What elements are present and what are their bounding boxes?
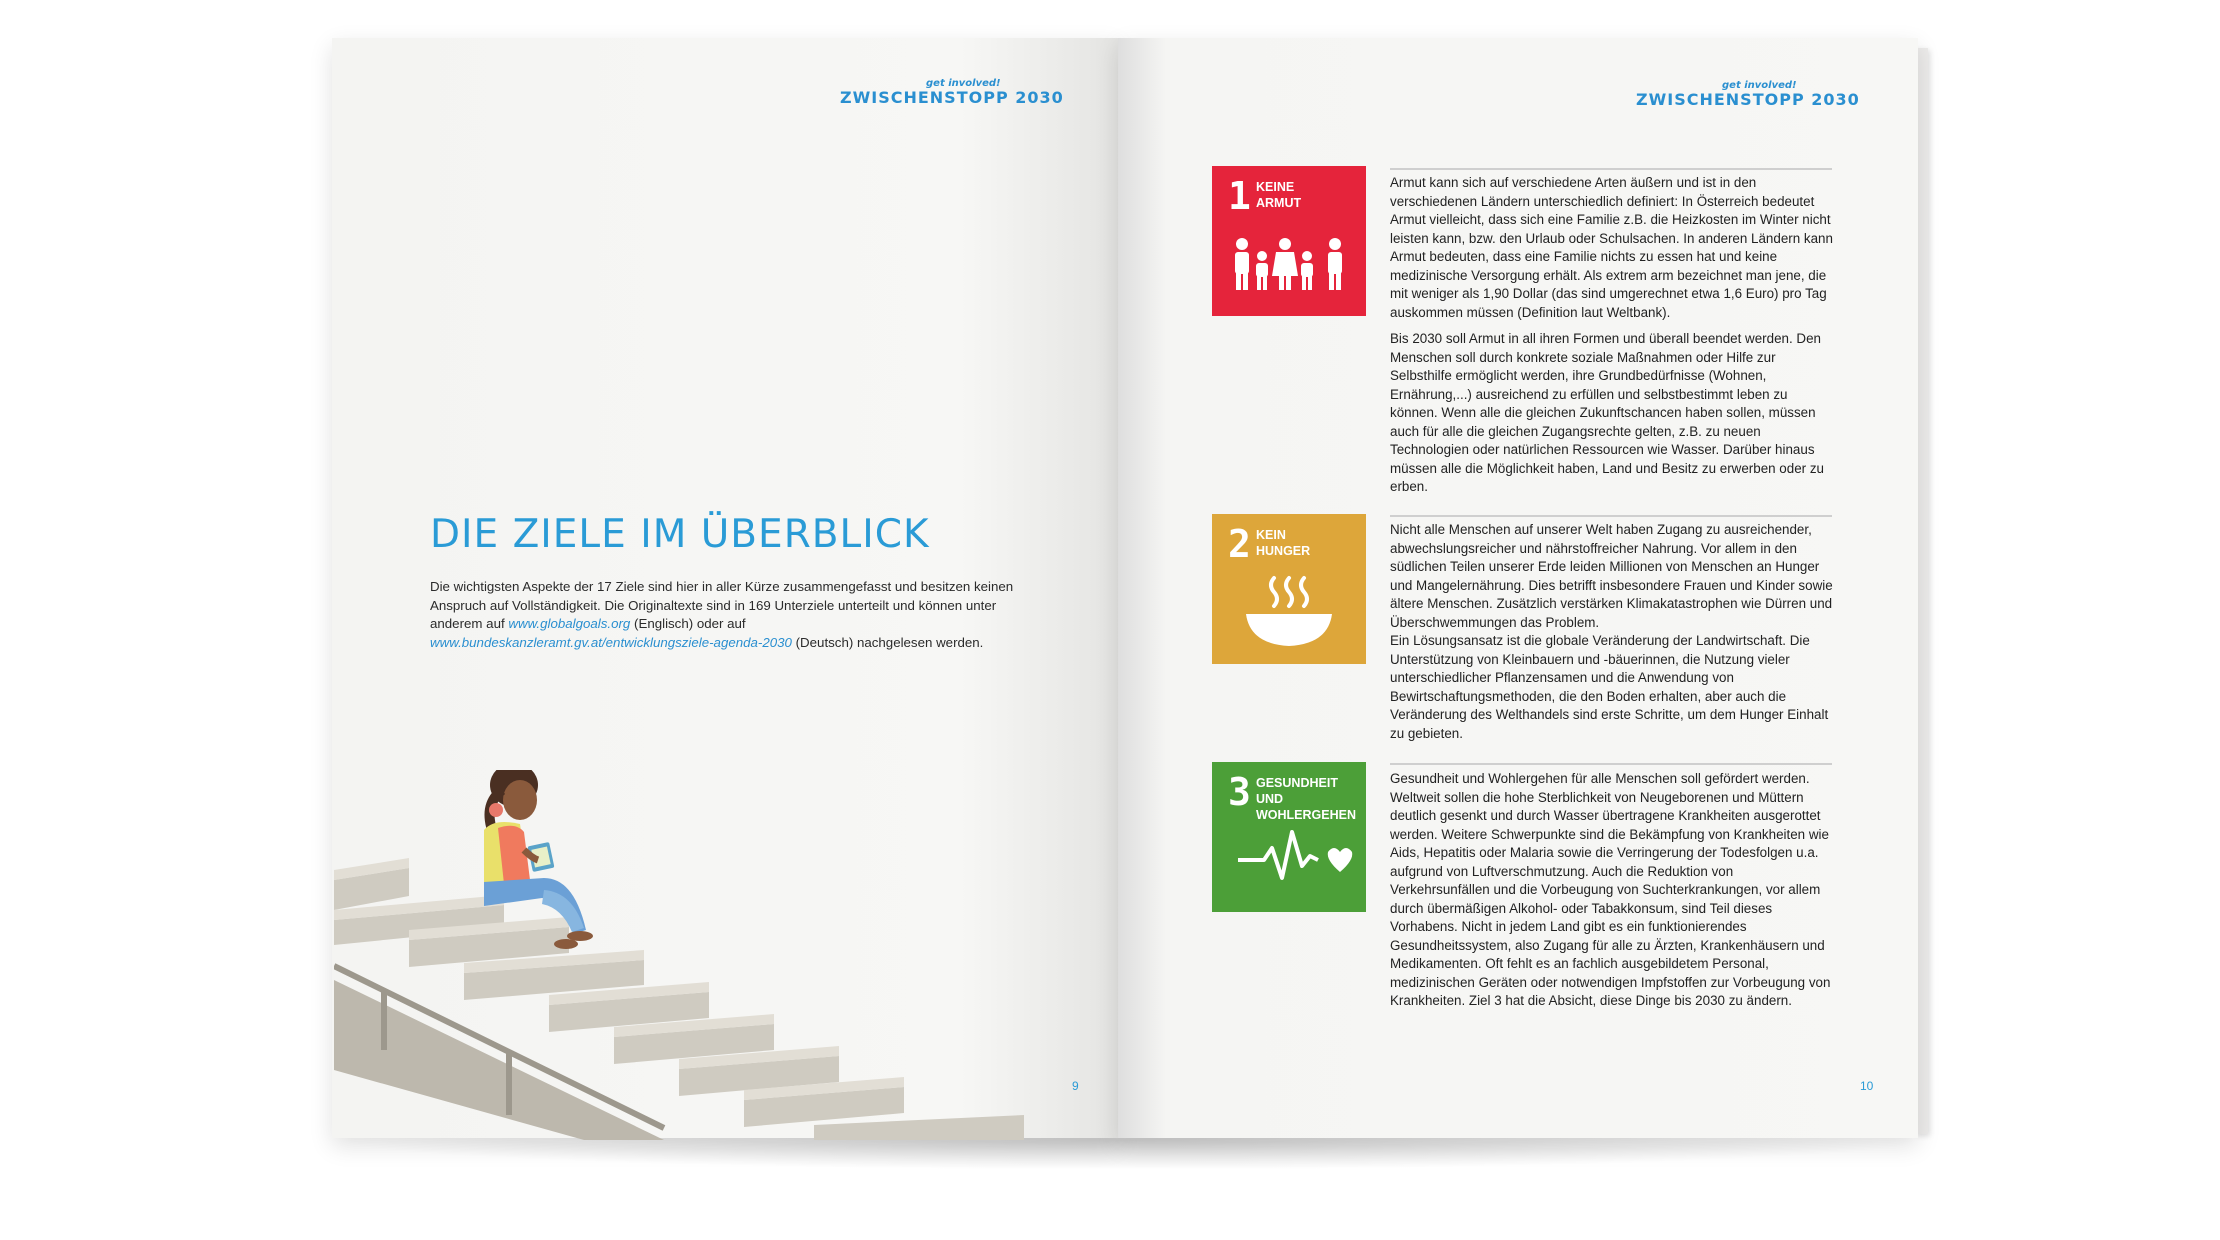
- goal-1-paragraph-1: Armut kann sich auf verschiedene Arten äußern und ist in den verschiedenen Ländern unterschiedlich definiert: In Österreich bedeutet Armut vielleicht, dass sich eine Familie z.B. die Heizkosten im Winter nicht leisten kann, bzw. den Urlaub oder Schulsachen. In anderen Ländern kann Armut bedeuten, dass eine Familie nichts zu essen hat und keine medizinische Versorgung erhält. Als extrem arm bezeichnet man jene, die mit weniger als 1,90 Dollar (das sind umgerechnet etwa 1,6 Euro) pro Tag auskommen müssen (Definition laut Weltbank).: [1390, 175, 1833, 320]
- goal-1-label-line1: KEINE: [1256, 180, 1295, 194]
- goal-1-divider: [1390, 168, 1832, 170]
- goal-1-tile: [1212, 166, 1366, 316]
- globalgoals-link[interactable]: www.globalgoals.org: [508, 616, 631, 631]
- goal-1-label: [1256, 179, 1301, 211]
- goal-2-text: [1390, 521, 1836, 751]
- right-brand-logo: [1636, 80, 1860, 109]
- family-icon: [1212, 226, 1366, 306]
- heartbeat-icon: [1212, 822, 1366, 902]
- goal-2-label-line2: HUNGER: [1256, 544, 1311, 558]
- bundeskanzleramt-link[interactable]: www.bundeskanzleramt.gv.at/entwicklungsziele-agenda-2030: [430, 634, 792, 650]
- brand-tagline: get involved!: [1722, 80, 1797, 91]
- brand-name: ZWISCHENSTOPP 2030: [1636, 90, 1860, 109]
- brand-name: ZWISCHENSTOPP 2030: [840, 88, 1064, 107]
- goal-3-text: [1390, 770, 1836, 1019]
- goal-2-number: 2: [1228, 522, 1251, 566]
- goal-3-paragraph-1: Gesundheit und Wohlergehen für alle Menschen soll gefördert werden. Weltweit sollen die hohe Sterblichkeit von Neugeborenen und Müttern deutlich gesenkt und durch Wasser übertragene Krankheiten ausgerottet werden. Weitere Schwerpunkte sind die Bekämpfung von Krankheiten wie Aids, Hepatitis oder Malaria sowie die Verringerung der Todesfolgen u.a. aufgrund von Luftverschmutzung. Auch die Reduktion von Verkehrsunfällen und die Vorbeugung von Suchterkrankungen, vor allem durch übermäßigen Alkohol- oder Tabakkonsum, sind Teil dieses Vorhabens. Nicht in jedem Land gibt es ein funktionierendes Gesundheitssystem, also Zugang für alle zu Ärzten, Krankenhäusern und Medikamenten. Oft fehlt es an fachlich ausgebildetem Personal, medizinischen Geräten oder notwendigen Impfstoffen zur Vorbeugung von Krankheiten. Ziel 3 hat die Absicht, diese Dinge bis 2030 zu ändern.: [1390, 771, 1831, 1008]
- intro-text: [430, 578, 1030, 652]
- bowl-icon: [1212, 574, 1366, 654]
- brand-tagline: get involved!: [926, 78, 1001, 89]
- goal-3-tile: [1212, 762, 1366, 912]
- goal-3-label-line1: GESUNDHEIT UND: [1256, 776, 1338, 806]
- goal-3-label: [1256, 775, 1366, 823]
- left-page-number: 9: [1072, 1079, 1079, 1093]
- intro-part1: Die wichtigsten Aspekte der 17 Ziele sind hier in aller Kürze zusammengefasst und besitzen keinen Anspruch auf Vollständigkeit. Die Originaltexte sind in 169 Unterziele unterteilt und können unter anderem auf: [430, 579, 1014, 631]
- left-brand-logo: [840, 78, 1064, 107]
- goal-1-text: [1390, 174, 1836, 505]
- goal-2-divider: [1390, 515, 1832, 517]
- goal-3-number: 3: [1228, 770, 1251, 814]
- goal-2-tile: [1212, 514, 1366, 664]
- girl-on-stairs-illustration: [334, 770, 1034, 1140]
- intro-part2: (Englisch) oder auf: [630, 616, 746, 631]
- goal-2-paragraph-1: Nicht alle Menschen auf unserer Welt haben Zugang zu ausreichender, abwechslungsreicher und nährstoffreicher Nahrung. Vor allem in den südlichen Teilen unserer Erde leiden Millionen von Menschen an Hunger und Mangelernährung. Dies betrifft insbesondere Frauen und Kinder sowie ältere Menschen. Zusätzlich verstärken Klimakatastrophen wie Dürren und Überschwemmungen das Problem.: [1390, 522, 1833, 630]
- goal-1-paragraph-2: Bis 2030 soll Armut in all ihren Formen und überall beendet werden. Den Menschen soll durch konkrete soziale Maßnahmen oder Hilfe zur Selbsthilfe ermöglicht werden, ihre Grundbedürfnisse (Wohnen, Ernährung,...) ausreichend zu erfüllen und selbstbestimmt leben zu können. Wenn alle die gleichen Zukunftschancen haben sollen, müssen auch für alle die gleichen Zugangsrechte gelten, z.B. zu neuen Technologien oder natürlichen Ressourcen wie Wasser. Darüber hinaus müssen alle die Möglichkeit haben, Land und Besitz zu erwerben oder zu erben.: [1390, 331, 1824, 494]
- goal-2-label: [1256, 527, 1310, 559]
- goal-3-label-line2: WOHLERGEHEN: [1256, 808, 1356, 822]
- goal-3-divider: [1390, 763, 1832, 765]
- goal-1-label-line2: ARMUT: [1256, 196, 1302, 210]
- goal-2-paragraph-2: Ein Lösungsansatz ist die globale Veränderung der Landwirtschaft. Die Unterstützung von Kleinbauern und -bäuerinnen, die Nutzung vieler unterschiedlicher Pflanzensamen und die Anwendung von Bewirtschaftungsmethoden, die den Boden erhalten, aber auch die Veränderung des Welthandels sind erste Schritte, um dem Hunger Einhalt zu gebieten.: [1390, 633, 1829, 741]
- goal-2-label-line1: KEIN: [1256, 528, 1286, 542]
- page-title: DIE ZIELE IM ÜBERBLICK: [430, 512, 930, 557]
- intro-part3: (Deutsch) nachgelesen werden.: [791, 634, 984, 650]
- right-page-number: 10: [1860, 1079, 1874, 1093]
- goal-1-number: 1: [1228, 174, 1251, 218]
